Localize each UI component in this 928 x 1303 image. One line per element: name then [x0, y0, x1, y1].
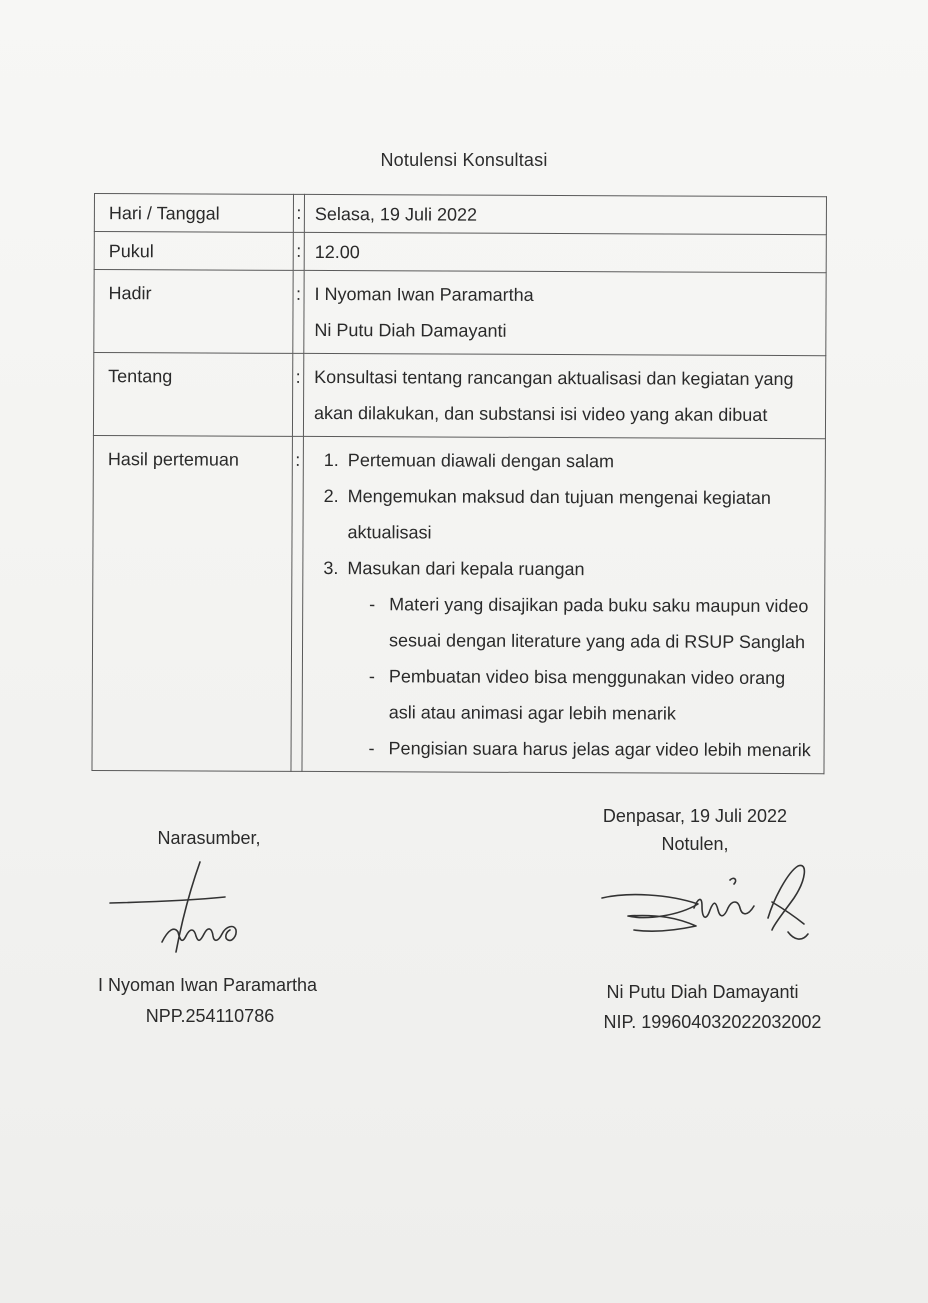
row-colon: : [292, 353, 303, 436]
row-value-date: Selasa, 19 Juli 2022 [304, 194, 826, 234]
row-label: Hari / Tanggal [94, 194, 293, 233]
list-item [343, 550, 817, 768]
row-value-results [302, 436, 825, 773]
row-label: Hasil pertemuan [92, 435, 292, 771]
left-signature-icon [100, 850, 260, 960]
sub-point: - Pengisian suara harus jelas agar video lebih menarik [369, 730, 816, 768]
left-signer-id: NPP.254110786 [145, 1006, 275, 1026]
right-signer-name: Ni Putu Diah Damayanti [606, 982, 799, 1002]
topic-line: akan dilakukan, dan substansi isi video yang akan dibuat [313, 402, 768, 425]
row-colon: : [293, 270, 304, 353]
sub-point: - Materi yang disajikan pada buku saku maupun video sesuai dengan literature yang ada di RSUP Sanglah [369, 586, 816, 660]
row-label: Hadir [94, 270, 293, 354]
results-list [313, 442, 817, 768]
table-row [94, 232, 826, 273]
attendee-name: I Nyoman Iwan Paramartha [314, 283, 534, 305]
table-row [94, 194, 826, 235]
sub-points-list [347, 586, 817, 768]
topic-line: Konsultasi tentang rancangan aktualisasi dan kegiatan yang [314, 366, 794, 390]
list-item-text: Masukan dari kepala ruangan [347, 558, 585, 580]
place-date: Denpasar, 19 Juli 2022 [602, 806, 788, 826]
right-signer-role: Notulen, [661, 834, 729, 854]
row-value-time: 12.00 [304, 232, 826, 272]
right-signature-icon [598, 858, 818, 953]
row-colon: : [291, 436, 303, 771]
row-label: Tentang [93, 353, 292, 437]
right-signer-id: NIP. 199604032022032002 [603, 1012, 822, 1032]
table-row [94, 270, 826, 356]
list-item: 1. Pertemuan diawali dengan salam [344, 442, 817, 480]
row-value-attendees [304, 270, 826, 355]
row-colon: : [293, 194, 304, 232]
row-label: Pukul [94, 232, 293, 271]
document-title: Notulensi Konsultasi [380, 150, 548, 170]
left-signer-name: I Nyoman Iwan Paramartha [97, 975, 318, 995]
sub-point: - Pembuatan video bisa menggunakan video orang asli atau animasi agar lebih menarik [369, 658, 816, 732]
left-signer-role: Narasumber, [157, 828, 261, 848]
notes-table [91, 193, 827, 774]
list-item: 2. Mengemukan maksud dan tujuan mengenai kegiatan aktualisasi [343, 478, 816, 552]
row-colon: : [293, 232, 304, 270]
row-value-topic [303, 353, 825, 438]
table-row [92, 435, 825, 773]
table-row [93, 353, 825, 439]
attendee-name: Ni Putu Diah Damayanti [314, 319, 507, 341]
